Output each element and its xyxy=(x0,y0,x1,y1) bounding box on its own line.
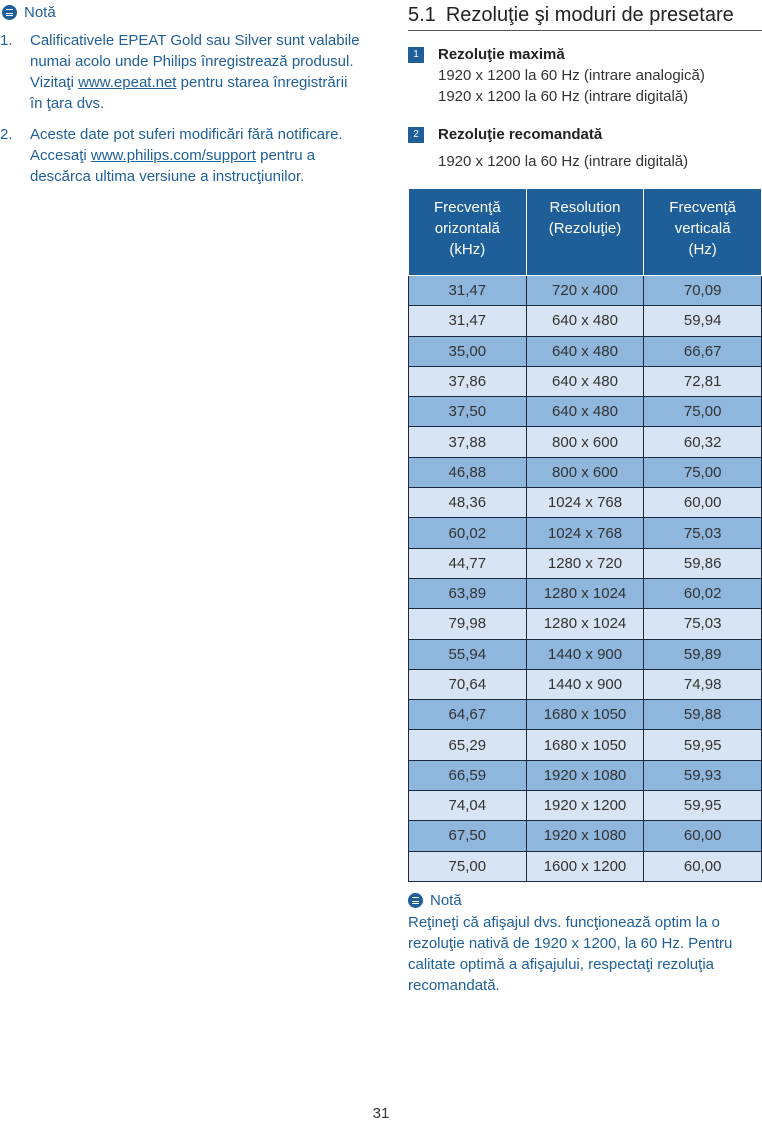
cell-horizontal-frequency: 74,04 xyxy=(409,791,527,821)
table-row xyxy=(409,457,762,487)
header-line: (Hz) xyxy=(688,241,717,258)
cell-resolution: 1024 x 768 xyxy=(526,518,644,548)
header-line: (kHz) xyxy=(449,241,486,258)
header-resolution xyxy=(526,189,644,276)
epeat-link[interactable]: www.epeat.net xyxy=(78,74,177,91)
table-row xyxy=(409,791,762,821)
cell-vertical-frequency: 59,93 xyxy=(644,760,762,790)
left-note-text-1b: pentru starea înregistrării în ţara dvs. xyxy=(30,74,348,112)
cell-vertical-frequency: 59,95 xyxy=(644,730,762,760)
table-header-row xyxy=(409,189,762,276)
max-resolution-line-1: 1920 x 1200 la 60 Hz (intrare analogică) xyxy=(438,67,705,84)
note-icon xyxy=(2,5,17,20)
cell-vertical-frequency: 59,86 xyxy=(644,548,762,578)
left-note-text-2a: Aceste date pot suferi modificări fără notificare. Accesaţi xyxy=(30,126,343,164)
left-note-text-1a: Calificativele EPEAT Gold sau Silver sunt valabile numai acolo unde Philips înregistrează produsul. Vizitaţi xyxy=(30,32,360,91)
cell-resolution: 640 x 480 xyxy=(526,306,644,336)
cell-vertical-frequency: 59,88 xyxy=(644,700,762,730)
table-row xyxy=(409,548,762,578)
cell-vertical-frequency: 60,00 xyxy=(644,851,762,881)
table-row xyxy=(409,276,762,306)
table-row xyxy=(409,518,762,548)
cell-resolution: 1280 x 720 xyxy=(526,548,644,578)
bottom-note-title: Notă xyxy=(430,891,462,909)
cell-resolution: 1680 x 1050 xyxy=(526,700,644,730)
cell-vertical-frequency: 74,98 xyxy=(644,669,762,699)
cell-horizontal-frequency: 60,02 xyxy=(409,518,527,548)
table-row xyxy=(409,306,762,336)
cell-vertical-frequency: 66,67 xyxy=(644,336,762,366)
cell-resolution: 800 x 600 xyxy=(526,427,644,457)
table-row xyxy=(409,669,762,699)
table-row xyxy=(409,336,762,366)
cell-horizontal-frequency: 37,50 xyxy=(409,397,527,427)
cell-horizontal-frequency: 37,86 xyxy=(409,366,527,396)
cell-vertical-frequency: 70,09 xyxy=(644,276,762,306)
cell-horizontal-frequency: 70,64 xyxy=(409,669,527,699)
left-note-list xyxy=(0,30,360,197)
left-note-item-2 xyxy=(0,124,360,187)
section-number: 5.1 xyxy=(408,4,436,26)
cell-vertical-frequency: 60,00 xyxy=(644,488,762,518)
header-line: orizontală xyxy=(434,220,500,237)
table-row xyxy=(409,730,762,760)
cell-vertical-frequency: 72,81 xyxy=(644,366,762,396)
cell-resolution: 1280 x 1024 xyxy=(526,578,644,608)
note-icon xyxy=(408,893,423,908)
table-row xyxy=(409,488,762,518)
max-resolution-line-2: 1920 x 1200 la 60 Hz (intrare digitală) xyxy=(438,88,689,105)
cell-horizontal-frequency: 63,89 xyxy=(409,578,527,608)
cell-resolution: 640 x 480 xyxy=(526,397,644,427)
cell-resolution: 640 x 480 xyxy=(526,336,644,366)
cell-resolution: 1440 x 900 xyxy=(526,639,644,669)
cell-horizontal-frequency: 44,77 xyxy=(409,548,527,578)
section-title-text: Rezoluţie şi moduri de presetare xyxy=(445,4,734,26)
table-row xyxy=(409,639,762,669)
left-note-text-2b: pentru a descărca ultima versiune a instrucţiunilor. xyxy=(30,147,316,185)
list-number: 2. xyxy=(0,126,13,143)
cell-horizontal-frequency: 67,50 xyxy=(409,821,527,851)
cell-horizontal-frequency: 55,94 xyxy=(409,639,527,669)
cell-vertical-frequency: 60,32 xyxy=(644,427,762,457)
table-row xyxy=(409,609,762,639)
cell-vertical-frequency: 59,89 xyxy=(644,639,762,669)
cell-vertical-frequency: 59,95 xyxy=(644,791,762,821)
cell-horizontal-frequency: 31,47 xyxy=(409,306,527,336)
cell-resolution: 1024 x 768 xyxy=(526,488,644,518)
cell-horizontal-frequency: 48,36 xyxy=(409,488,527,518)
cell-horizontal-frequency: 46,88 xyxy=(409,457,527,487)
cell-horizontal-frequency: 35,00 xyxy=(409,336,527,366)
table-row xyxy=(409,851,762,881)
cell-horizontal-frequency: 37,88 xyxy=(409,427,527,457)
left-note-header xyxy=(2,2,56,22)
cell-vertical-frequency: 75,03 xyxy=(644,518,762,548)
philips-support-link[interactable]: www.philips.com/support xyxy=(90,147,256,164)
cell-resolution: 1920 x 1200 xyxy=(526,791,644,821)
table-row xyxy=(409,397,762,427)
header-line: Frecvenţă xyxy=(433,199,501,216)
cell-horizontal-frequency: 31,47 xyxy=(409,276,527,306)
badge-number: 2 xyxy=(408,127,424,143)
header-vertical-frequency xyxy=(644,189,762,276)
left-note-item-1 xyxy=(0,30,360,114)
cell-vertical-frequency: 75,00 xyxy=(644,457,762,487)
max-resolution-block xyxy=(408,44,705,107)
table-row xyxy=(409,578,762,608)
table-row xyxy=(409,366,762,396)
cell-vertical-frequency: 75,00 xyxy=(644,397,762,427)
cell-horizontal-frequency: 65,29 xyxy=(409,730,527,760)
preset-modes-table xyxy=(408,188,762,882)
table-row xyxy=(409,821,762,851)
recommended-resolution-block xyxy=(408,124,688,172)
list-number: 1. xyxy=(0,32,13,49)
page-number: 31 xyxy=(372,1105,390,1122)
bottom-note-header xyxy=(408,890,462,910)
cell-resolution: 1440 x 900 xyxy=(526,669,644,699)
table-row xyxy=(409,700,762,730)
cell-horizontal-frequency: 75,00 xyxy=(409,851,527,881)
cell-resolution: 1600 x 1200 xyxy=(526,851,644,881)
cell-horizontal-frequency: 79,98 xyxy=(409,609,527,639)
header-line: Frecvenţă xyxy=(669,199,736,216)
left-note-title: Notă xyxy=(24,3,56,21)
cell-resolution: 640 x 480 xyxy=(526,366,644,396)
cell-resolution: 1680 x 1050 xyxy=(526,730,644,760)
header-horizontal-frequency xyxy=(409,189,527,276)
cell-resolution: 1920 x 1080 xyxy=(526,821,644,851)
cell-vertical-frequency: 60,02 xyxy=(644,578,762,608)
header-line: (Rezoluţie) xyxy=(548,220,622,237)
bottom-note-text: Reţineţi că afişajul dvs. funcţionează optim la o rezoluţie nativă de 1920 x 1200, la 60 Hz. Pentru calitate optimă a afişajului, respectaţi rezoluţia recomandată. xyxy=(408,914,733,994)
cell-horizontal-frequency: 64,67 xyxy=(409,700,527,730)
badge-number: 1 xyxy=(408,47,424,63)
cell-resolution: 1920 x 1080 xyxy=(526,760,644,790)
max-resolution-label: Rezoluţie maximă xyxy=(438,46,565,63)
recommended-resolution-line: 1920 x 1200 la 60 Hz (intrare digitală) xyxy=(438,153,689,170)
header-line: verticală xyxy=(674,220,731,237)
table-row xyxy=(409,427,762,457)
cell-horizontal-frequency: 66,59 xyxy=(409,760,527,790)
section-title xyxy=(408,2,762,31)
cell-vertical-frequency: 59,94 xyxy=(644,306,762,336)
cell-resolution: 1280 x 1024 xyxy=(526,609,644,639)
header-line: Resolution xyxy=(549,199,621,216)
recommended-resolution-label: Rezoluţie recomandată xyxy=(438,126,603,143)
cell-resolution: 720 x 400 xyxy=(526,276,644,306)
table-row xyxy=(409,760,762,790)
cell-vertical-frequency: 60,00 xyxy=(644,821,762,851)
cell-resolution: 800 x 600 xyxy=(526,457,644,487)
cell-vertical-frequency: 75,03 xyxy=(644,609,762,639)
